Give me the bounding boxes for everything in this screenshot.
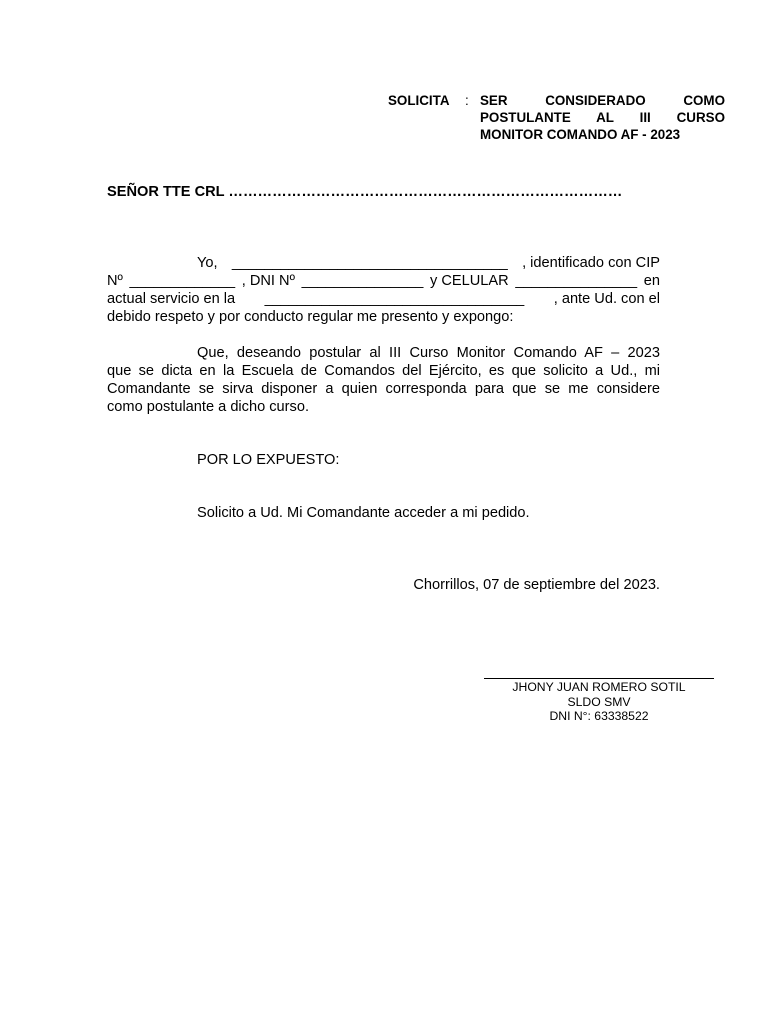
subject-line-1: SER CONSIDERADO COMO [480,93,725,108]
blank-cel: _______________ [515,273,638,289]
signer-name: JHONY JUAN ROMERO SOTIL [512,680,686,694]
request-paragraph [107,344,660,416]
place-date: Chorrillos, 07 de septiembre del 2023. [413,577,660,593]
blank-dni: _______________ [301,273,424,289]
blank-unit: ________________________________ [264,291,525,307]
intro-paragraph [107,254,660,326]
signature-line [484,678,714,679]
subject-text [480,92,725,143]
request-line-3: Comandante se sirva disponer a quien corresponda para que se me considere [107,381,660,397]
request-line-2: que se dicta en la Escuela de Comandos del Ejército, es que solicito a Ud., mi [107,363,660,379]
intro-line3-end: , ante Ud. con el [553,291,660,307]
intro-en: en [643,273,660,289]
intro-dni: , DNI Nº [241,273,295,289]
blank-cip: _____________ [129,273,236,289]
addressee: SEÑOR TTE CRL ……………………………………………………………………… [107,184,623,200]
intro-line3-start: actual servicio en la [107,291,236,307]
intro-yo: Yo, [197,255,218,271]
intro-line-3 [107,290,660,308]
intro-n1: Nº [107,273,123,289]
intro-celular: y CELULAR [430,273,509,289]
intro-line-2 [107,272,660,290]
solicita-colon: : [465,93,469,108]
intro-line-1 [107,254,660,272]
por-lo-expuesto: POR LO EXPUESTO: [197,452,340,468]
closing-request: Solicito a Ud. Mi Comandante acceder a mi pedido. [197,505,530,521]
subject-line-2: POSTULANTE AL III CURSO [480,110,725,125]
signer-rank: SLDO SMV [567,694,631,709]
intro-line-4: debido respeto y por conducto regular me presento y expongo: [107,309,514,325]
subject-line-3: MONITOR COMANDO AF - 2023 [480,127,681,142]
intro-identificado: , identificado con CIP [522,255,660,271]
signature-block [484,680,714,724]
solicita-label: SOLICITA [388,93,450,108]
request-line-1: Que, deseando postular al III Curso Monitor Comando AF – 2023 [197,345,660,361]
blank-name: __________________________________ [231,255,508,271]
signer-dni: DNI N°: 63338522 [549,709,649,723]
request-line-4: como postulante a dicho curso. [107,399,309,415]
